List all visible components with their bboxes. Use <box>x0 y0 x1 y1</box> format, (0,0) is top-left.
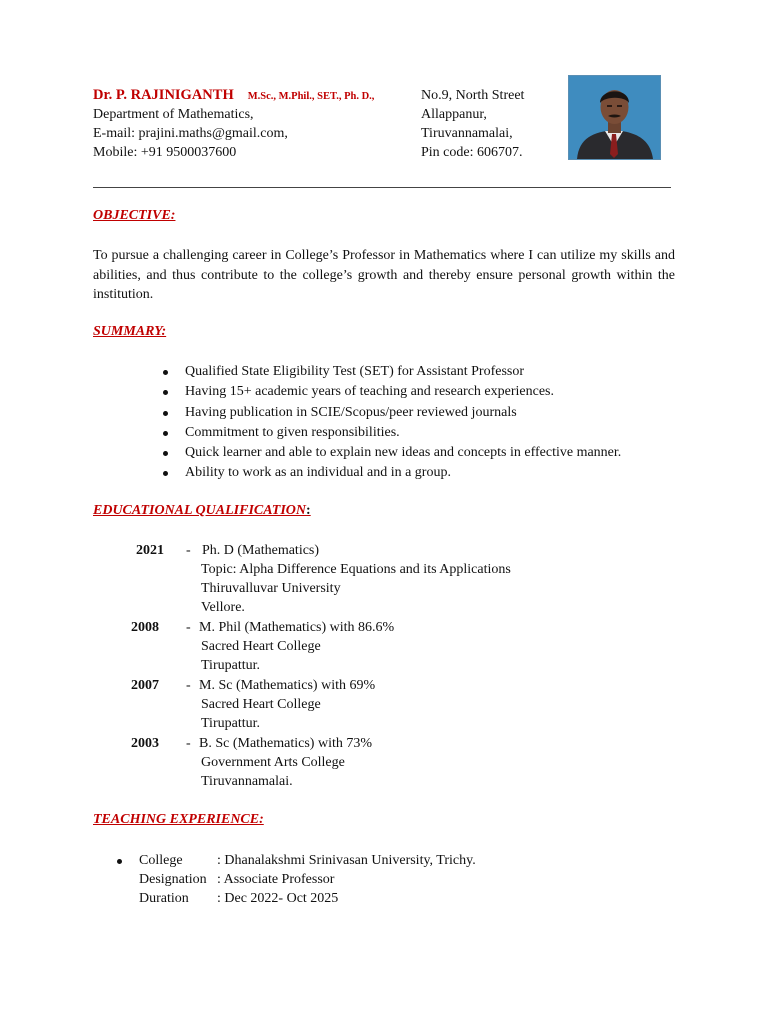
portrait-icon <box>569 76 660 159</box>
education-dash: - <box>186 543 191 558</box>
summary-heading: SUMMARY: <box>93 324 167 339</box>
education-dash: - <box>186 620 191 635</box>
designation-value: : Associate Professor <box>217 872 335 887</box>
education-heading-text: EDUCATIONAL QUALIFICATION <box>93 503 307 518</box>
teaching-bullet <box>117 859 122 864</box>
list-item: Commitment to given responsibilities. <box>163 423 621 443</box>
education-degree: Ph. D (Mathematics) <box>202 543 320 558</box>
candidate-name: Dr. P. RAJINIGANTH <box>93 87 234 103</box>
header-divider <box>93 187 671 188</box>
education-detail: Sacred Heart College <box>201 697 321 712</box>
education-year: 2021 <box>136 543 164 558</box>
duration-value: : Dec 2022- Oct 2025 <box>217 891 339 906</box>
education-dash: - <box>186 678 191 693</box>
teaching-designation <box>139 870 334 889</box>
teaching-duration <box>139 889 338 908</box>
education-detail: Tirupattur. <box>201 716 260 731</box>
college-label: College <box>139 853 183 868</box>
college-value: : Dhanalakshmi Srinivasan University, Trichy. <box>217 853 476 868</box>
summary-list <box>163 362 621 484</box>
teaching-heading: TEACHING EXPERIENCE: <box>93 812 264 827</box>
address-line-3: Tiruvannamalai, <box>421 126 513 141</box>
education-degree: M. Phil (Mathematics) with 86.6% <box>199 620 395 635</box>
education-year: 2007 <box>131 678 159 693</box>
objective-heading: OBJECTIVE: <box>93 208 176 223</box>
address-line-1: No.9, North Street <box>421 88 525 103</box>
candidate-qualifications: M.Sc., M.Phil., SET., Ph. D., <box>247 91 375 102</box>
list-item: Having publication in SCIE/Scopus/peer reviewed journals <box>163 403 621 423</box>
education-year: 2008 <box>131 620 159 635</box>
education-heading-colon: : <box>306 503 311 518</box>
education-detail: Topic: Alpha Difference Equations and its Applications <box>201 562 511 577</box>
teaching-college <box>139 851 476 870</box>
address-line-2: Allappanur, <box>421 107 487 122</box>
email[interactable]: E-mail: prajini.maths@gmail.com, <box>93 126 288 141</box>
education-detail: Vellore. <box>201 600 245 615</box>
address-line-4: Pin code: 606707. <box>421 145 523 160</box>
education-degree: B. Sc (Mathematics) with 73% <box>199 736 373 751</box>
education-detail: Tiruvannamalai. <box>201 774 293 789</box>
education-dash: - <box>186 736 191 751</box>
duration-label: Duration <box>139 891 189 906</box>
education-detail: Government Arts College <box>201 755 345 770</box>
list-item: Having 15+ academic years of teaching and research experiences. <box>163 382 621 402</box>
name-line <box>93 86 374 106</box>
department: Department of Mathematics, <box>93 107 254 122</box>
mobile: Mobile: +91 9500037600 <box>93 145 237 160</box>
designation-label: Designation <box>139 872 207 887</box>
education-detail: Tirupattur. <box>201 658 260 673</box>
education-year: 2003 <box>131 736 159 751</box>
education-degree: M. Sc (Mathematics) with 69% <box>199 678 376 693</box>
list-item: Qualified State Eligibility Test (SET) for Assistant Professor <box>163 362 621 382</box>
education-detail: Sacred Heart College <box>201 639 321 654</box>
profile-photo <box>568 75 661 160</box>
education-heading <box>93 503 311 519</box>
list-item: Quick learner and able to explain new ideas and concepts in effective manner. <box>163 443 621 463</box>
education-detail: Thiruvalluvar University <box>201 581 341 596</box>
objective-text: To pursue a challenging career in College’s Professor in Mathematics where I can utilize my skills and abilities, and thus contribute to the college’s growth and thereby ensure personal growth within the institution. <box>93 248 675 302</box>
list-item: Ability to work as an individual and in a group. <box>163 463 621 483</box>
